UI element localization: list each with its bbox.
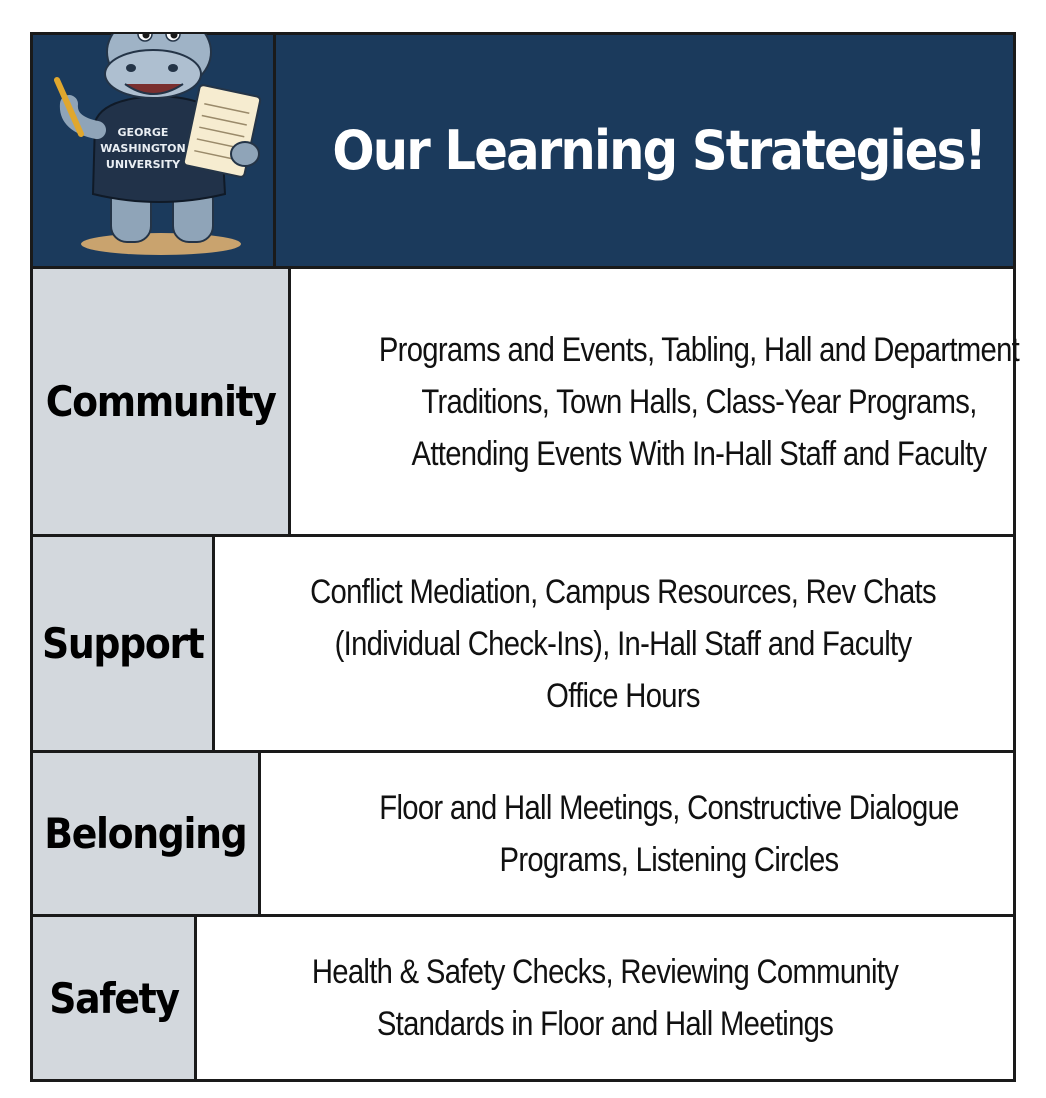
strategy-description: Floor and Hall Meetings, Constructive Dialogue Programs, Listening Circles — [378, 788, 959, 879]
category-cell — [33, 753, 261, 914]
table-header-row — [33, 35, 1013, 269]
table-row — [33, 917, 1013, 1079]
mascot-cell — [33, 35, 276, 266]
page-title: Our Learning Strategies! — [332, 119, 986, 182]
table-row — [33, 537, 1013, 753]
strategy-cell — [261, 753, 1046, 914]
mascot-shirt-line: WASHINGTON — [100, 141, 186, 155]
mascot-shirt-line: GEORGE — [117, 125, 169, 139]
strategy-cell — [197, 917, 1013, 1079]
category-label: Belonging — [44, 809, 247, 858]
category-cell — [33, 269, 291, 534]
table-row — [33, 753, 1013, 917]
category-label: Community — [45, 377, 276, 426]
mascot-shirt-line: UNIVERSITY — [105, 157, 181, 171]
title-cell — [276, 35, 1042, 266]
strategy-cell — [215, 537, 1031, 750]
strategy-description: Conflict Mediation, Campus Resources, Rev Chats (Individual Check-Ins), In-Hall Staff and Faculty Office Hours — [310, 572, 937, 715]
category-cell — [33, 537, 215, 750]
strategy-description: Programs and Events, Tabling, Hall and Department Traditions, Town Halls, Class-Year Programs, Attending Events With In-Hall Staff and Faculty — [379, 330, 1020, 473]
category-cell — [33, 917, 197, 1079]
strategy-cell — [291, 269, 1046, 534]
learning-strategies-table — [30, 32, 1020, 1082]
strategy-description: Health & Safety Checks, Reviewing Community Standards in Floor and Hall Meetings — [311, 953, 899, 1043]
category-label: Support — [41, 619, 204, 668]
hippo-mascot-icon — [33, 34, 273, 268]
table-row — [33, 269, 1020, 537]
category-label: Safety — [48, 973, 179, 1023]
